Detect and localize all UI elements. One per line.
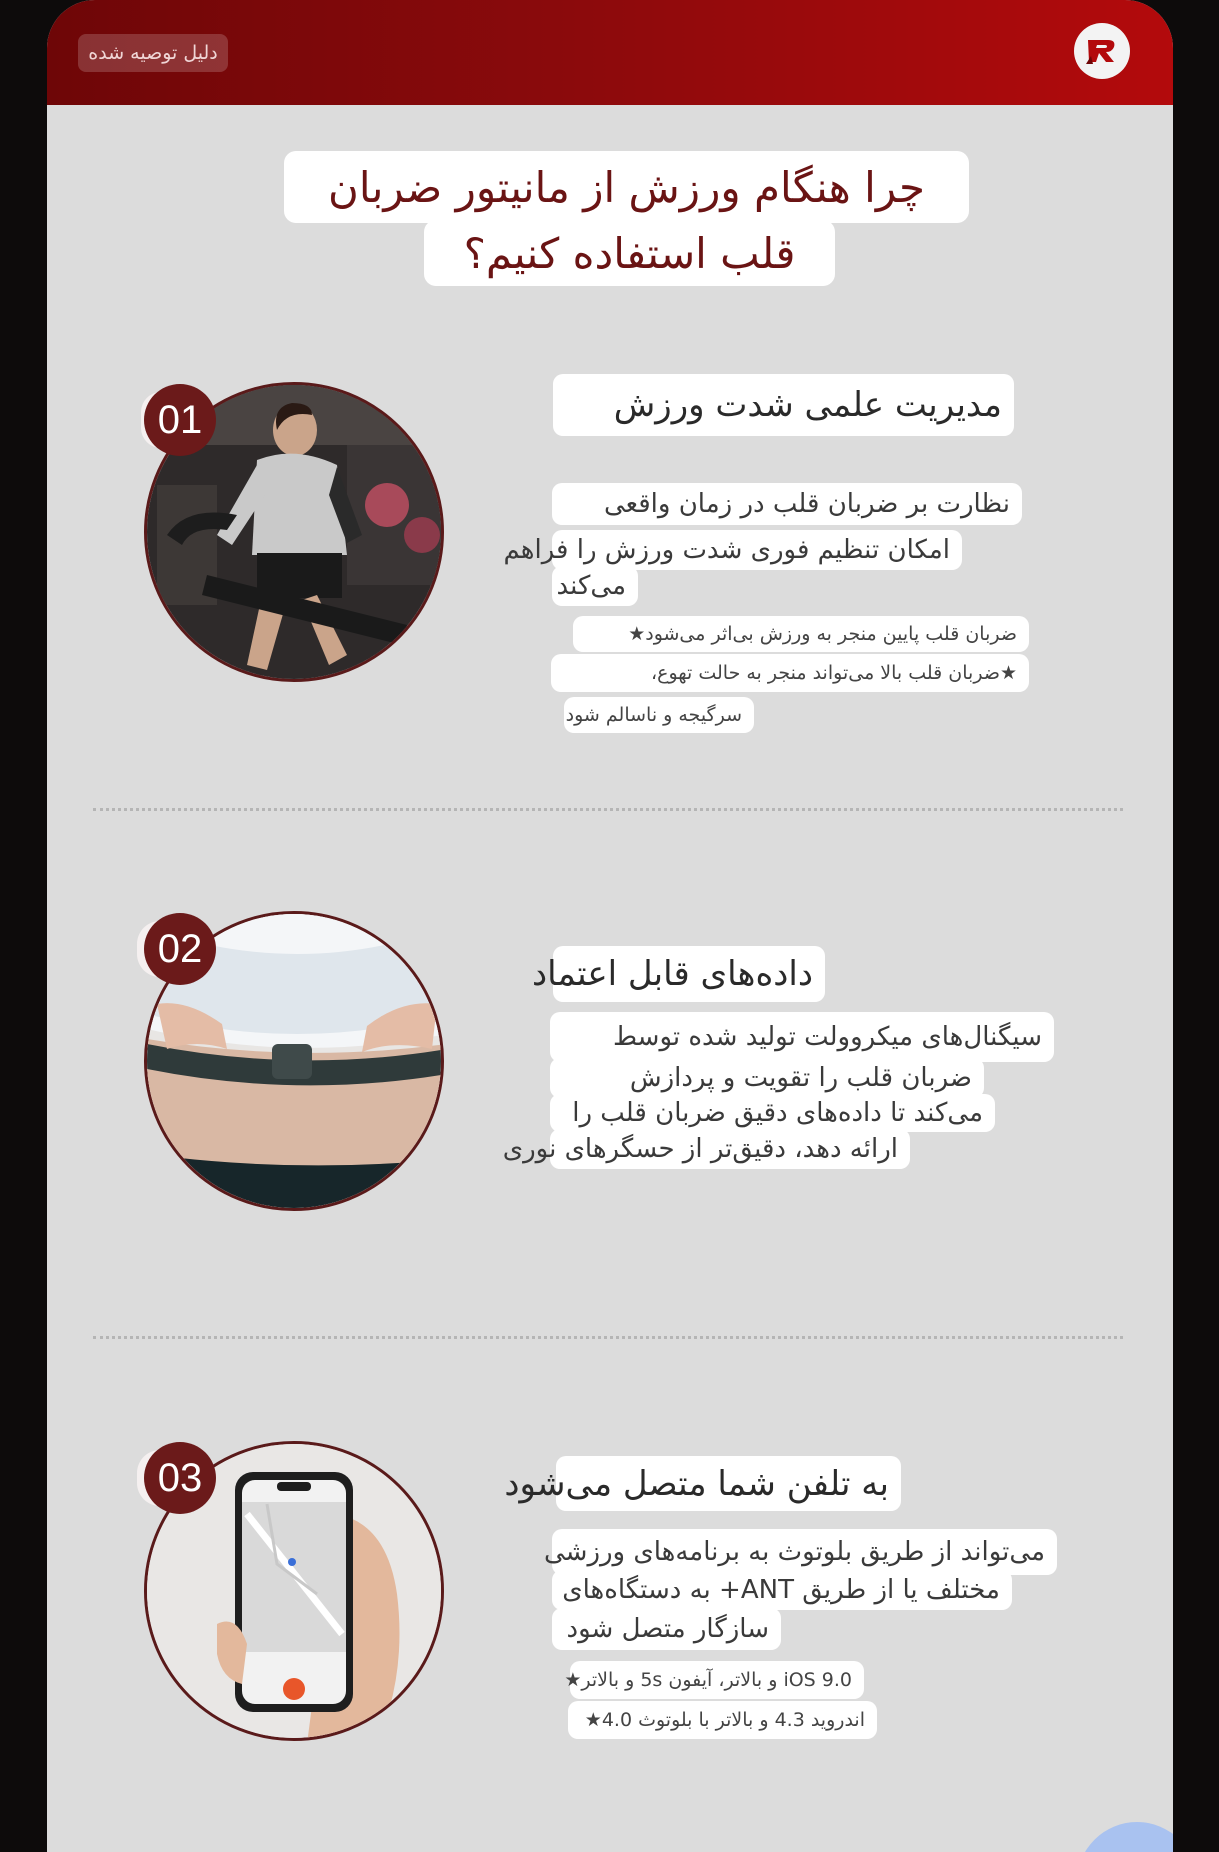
page-title-line-1: چرا هنگام ورزش از مانیتور ضربان: [284, 151, 969, 223]
feature-1-note-3: سرگیجه و ناسالم شود: [564, 697, 754, 733]
header-bar: [47, 0, 1173, 105]
feature-3-body-line-2: مختلف یا از طریق ANT+ به دستگاه‌های: [552, 1570, 1012, 1610]
feature-2-body-line-4: ارائه دهد، دقیق‌تر از حسگرهای نوری: [550, 1129, 910, 1169]
feature-2-body-line-2: ضربان قلب را تقویت و پردازش: [550, 1058, 984, 1098]
feature-1-body-line-2: امکان تنظیم فوری شدت ورزش را فراهم: [552, 530, 962, 570]
feature-1-number: 01: [144, 384, 216, 456]
feature-1-body-line-3: می‌کند: [552, 566, 638, 606]
feature-1-note-2: ★ضربان قلب بالا می‌تواند منجر به حالت تهوع،: [551, 654, 1029, 692]
feature-2-body-line-3: می‌کند تا داده‌های دقیق ضربان قلب را: [550, 1094, 995, 1132]
feature-1-note-1: ضربان قلب پایین منجر به ورزش بی‌اثر می‌شود★: [573, 616, 1029, 652]
section-divider-1: [93, 808, 1123, 811]
brand-logo-icon[interactable]: [1074, 23, 1130, 79]
feature-3-note-2: اندروید 4.3 و بالاتر با بلوتوث 4.0★: [568, 1701, 877, 1739]
section-divider-2: [93, 1336, 1123, 1339]
floating-action-button[interactable]: [1077, 1822, 1173, 1852]
feature-3-title: به تلفن شما متصل می‌شود: [556, 1456, 901, 1511]
page-title-line-2: قلب استفاده کنیم؟: [424, 220, 835, 286]
feature-2-title: داده‌های قابل اعتماد: [553, 946, 825, 1002]
recommendation-card: [47, 0, 1173, 1852]
feature-2-body-line-1: سیگنال‌های میکروولت تولید شده توسط: [550, 1012, 1054, 1062]
feature-3-note-1: iOS 9.0 و بالاتر، آیفون 5s و بالاتر★: [570, 1661, 864, 1699]
feature-3-body-line-1: می‌تواند از طریق بلوتوث به برنامه‌های ورزشی: [552, 1529, 1057, 1575]
feature-3-number: 03: [144, 1442, 216, 1514]
recommended-reason-badge: دلیل توصیه شده: [78, 34, 228, 72]
feature-2-number: 02: [144, 913, 216, 985]
feature-3-body-line-3: سازگار متصل شود: [552, 1608, 781, 1650]
feature-1-title: مدیریت علمی شدت ورزش: [553, 374, 1014, 436]
feature-1-body-line-1: نظارت بر ضربان قلب در زمان واقعی: [552, 483, 1022, 525]
